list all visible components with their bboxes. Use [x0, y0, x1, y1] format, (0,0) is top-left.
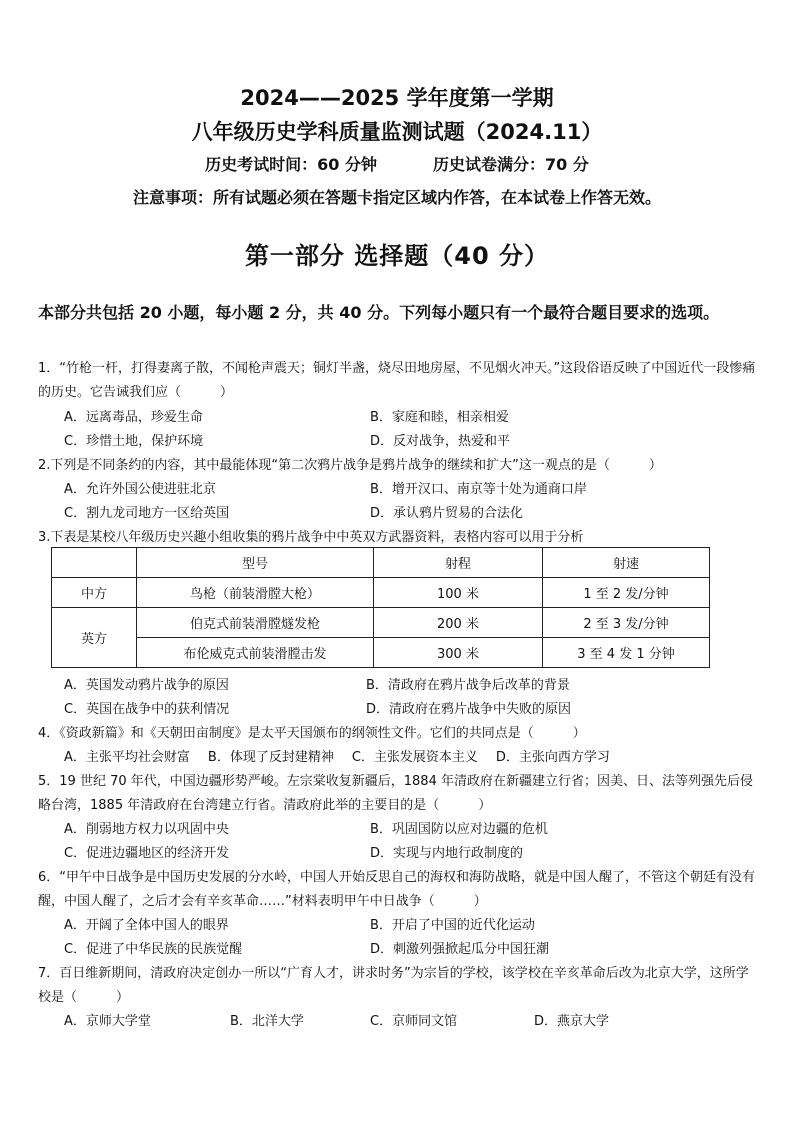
- option-b: B．家庭和睦，相亲相爱: [370, 410, 509, 425]
- weapon-model: 布伦威克式前装滑膛击发: [137, 638, 374, 668]
- option-c: C．珍惜土地，保护环境: [64, 434, 204, 449]
- option-b: B．巩固国防以应对边疆的危机: [370, 822, 548, 837]
- table-row: [52, 608, 710, 638]
- option-a: A．远离毒品，珍爱生命: [64, 410, 203, 425]
- table-header-row: [52, 548, 710, 578]
- option-b: B．体现了反封建精神: [207, 750, 334, 765]
- option-c: C．主张发展资本主义: [351, 750, 478, 765]
- question-2-stem: 2.下列是不同条约的内容，其中最能体现“第二次鸦片战争是鸦片战争的继续和扩大”这一观点的是（ ）: [38, 458, 662, 473]
- question-6-options: [64, 914, 764, 962]
- option-c: C．割九龙司地方一区给英国: [64, 506, 230, 521]
- weapon-range: 300 米: [374, 638, 543, 668]
- side-label: 英方: [52, 608, 137, 668]
- side-label: 中方: [52, 578, 137, 608]
- question-4-stem: 4．《资政新篇》和《天朝田亩制度》是太平天国颁布的纲领性文件。它们的共同点是（ ）: [38, 726, 586, 741]
- option-c: C．促进了中华民族的民族觉醒: [64, 942, 243, 957]
- exam-notice: 注意事项：所有试题必须在答题卡指定区域内作答，在本试卷上作答无效。: [132, 188, 661, 207]
- weapon-range: 200 米: [374, 608, 543, 638]
- question-7-options: [64, 1010, 764, 1034]
- option-b: B．清政府在鸦片战争后改革的背景: [366, 678, 570, 693]
- exam-title-subject: 八年级历史学科质量监测试题（2024.11）: [191, 120, 603, 144]
- option-a: A．京师大学堂: [64, 1014, 151, 1029]
- option-c: C．促进边疆地区的经济开发: [64, 846, 230, 861]
- table-row: [52, 578, 710, 608]
- table-header-cell: [52, 548, 137, 578]
- option-d: D．反对战争，热爱和平: [370, 434, 511, 449]
- table-header-cell: 射速: [543, 548, 710, 578]
- question-5-options: [64, 818, 764, 866]
- weapon-model: 鸟枪（前装滑膛大枪）: [137, 578, 374, 608]
- exam-time: 历史考试时间：60 分钟: [205, 155, 377, 174]
- option-c: C．京师同文馆: [370, 1014, 458, 1029]
- option-d: D．燕京大学: [534, 1014, 610, 1029]
- exam-title-year: 2024——2025 学年度第一学期: [240, 86, 554, 110]
- table-row: [52, 638, 710, 668]
- weapon-rate: 2 至 3 发/分钟: [543, 608, 710, 638]
- weapons-table: [51, 547, 710, 668]
- question-3-options: [64, 674, 764, 722]
- option-a: A．主张平均社会财富: [64, 750, 190, 765]
- question-1-options: [64, 406, 764, 454]
- table-header-cell: 射程: [374, 548, 543, 578]
- option-d: D．清政府在鸦片战争中失败的原因: [366, 702, 572, 717]
- question-6-stem: 6．“甲午中日战争是中国历史发展的分水岭，中国人开始反思自己的海权和海防战略，就是中国人醒了，不管这个朝廷有没有醒，中国人醒了，之后才会有辛亥革命……”材料表明甲午中日战争（ ）: [38, 870, 756, 909]
- option-a: A．开阔了全体中国人的眼界: [64, 918, 229, 933]
- question-5-stem: 5．19 世纪 70 年代，中国边疆形势严峻。左宗棠收复新疆后，1884 年清政府在新疆建立行省；因美、日、法等列强先后侵略台湾，1885 年清政府在台湾建立行省。清政府此举的主要目的是（ ）: [38, 774, 753, 813]
- question-2-options: [64, 478, 764, 526]
- question-1-stem: 1．“竹枪一杆，打得妻离子散，不闻枪声震天；铜灯半盏，烧尽田地房屋，不见烟火冲天。”这段俗语反映了中国近代一段惨痛的历史。它告诫我们应（ ）: [38, 361, 756, 400]
- option-a: A．允许外国公使进驻北京: [64, 482, 216, 497]
- weapon-rate: 1 至 2 发/分钟: [543, 578, 710, 608]
- option-a: A．削弱地方权力以巩固中央: [64, 822, 229, 837]
- option-d: D．刺激列强掀起瓜分中国狂潮: [370, 942, 550, 957]
- option-d: D．主张向西方学习: [495, 750, 610, 765]
- option-d: D．承认鸦片贸易的合法化: [370, 506, 524, 521]
- option-a: A．英国发动鸦片战争的原因: [64, 678, 229, 693]
- question-3-stem: 3.下表是某校八年级历史兴趣小组收集的鸦片战争中中英双方武器资料，表格内容可以用于分析: [38, 530, 584, 545]
- option-b: B．增开汉口、南京等十处为通商口岸: [370, 482, 587, 497]
- option-d: D．实现与内地行政制度的: [370, 846, 524, 861]
- full-score: 历史试卷满分：70 分: [433, 155, 589, 174]
- exam-info-line: [0, 152, 794, 175]
- table-header-cell: 型号: [137, 548, 374, 578]
- question-7-stem: 7．百日维新期间，清政府决定创办一所以“广育人才，讲求时务”为宗旨的学校，该学校在辛亥革命后改为北京大学，这所学校是（ ）: [38, 966, 749, 1005]
- weapon-model: 伯克式前装滑膛燧发枪: [137, 608, 374, 638]
- weapon-rate: 3 至 4 发 1 分钟: [543, 638, 710, 668]
- section-title: 第一部分 选择题（40 分）: [244, 242, 550, 270]
- option-c: C．英国在战争中的获利情况: [64, 702, 230, 717]
- weapon-range: 100 米: [374, 578, 543, 608]
- option-b: B．北洋大学: [230, 1014, 304, 1029]
- question-4-options: [64, 746, 764, 770]
- option-b: B．开启了中国的近代化运动: [370, 918, 535, 933]
- section-intro: 本部分共包括 20 小题，每小题 2 分，共 40 分。下列每小题只有一个最符合题目要求的选项。: [38, 303, 720, 322]
